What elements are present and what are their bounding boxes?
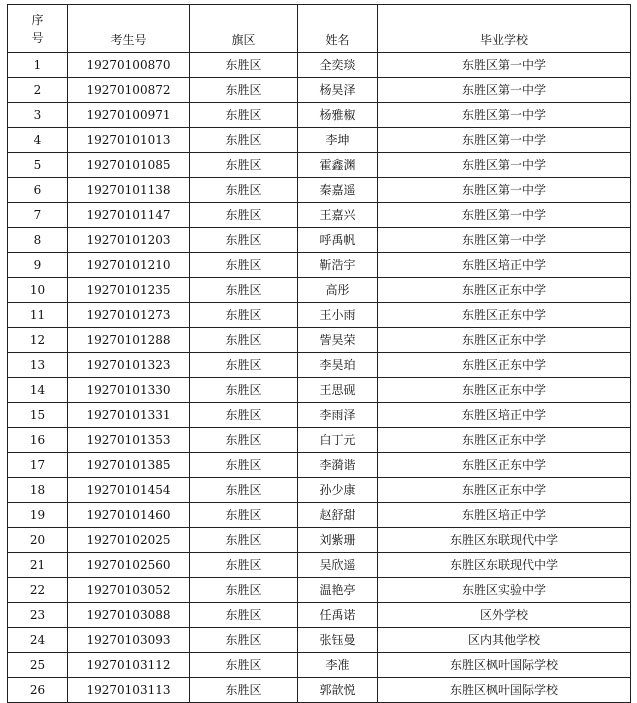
cell-name: 呼禹帆: [298, 228, 378, 253]
cell-exam-id: 19270101147: [68, 203, 190, 228]
cell-school: 东胜区东联现代中学: [378, 528, 631, 553]
cell-exam-id: 19270100971: [68, 103, 190, 128]
cell-seq: 23: [8, 603, 68, 628]
cell-district: 东胜区: [190, 428, 298, 453]
cell-school: 区外学校: [378, 603, 631, 628]
cell-exam-id: 19270101288: [68, 328, 190, 353]
cell-seq: 2: [8, 78, 68, 103]
cell-school: 东胜区第一中学: [378, 228, 631, 253]
cell-district: 东胜区: [190, 653, 298, 678]
cell-school: 东胜区培正中学: [378, 503, 631, 528]
cell-school: 东胜区枫叶国际学校: [378, 653, 631, 678]
cell-exam-id: 19270101138: [68, 178, 190, 203]
cell-seq: 11: [8, 303, 68, 328]
header-seq-top: 序: [31, 12, 44, 27]
table-row: [8, 503, 631, 528]
table-row: [8, 553, 631, 578]
table-row: [8, 628, 631, 653]
cell-exam-id: 19270101210: [68, 253, 190, 278]
cell-name: 李坤: [298, 128, 378, 153]
cell-school: 东胜区实验中学: [378, 578, 631, 603]
header-school: 毕业学校: [378, 5, 631, 53]
cell-school: 东胜区培正中学: [378, 253, 631, 278]
cell-exam-id: 19270101454: [68, 478, 190, 503]
cell-seq: 21: [8, 553, 68, 578]
cell-name: 王小雨: [298, 303, 378, 328]
cell-seq: 12: [8, 328, 68, 353]
cell-name: 全奕琰: [298, 53, 378, 78]
cell-name: 李准: [298, 653, 378, 678]
cell-exam-id: 19270101085: [68, 153, 190, 178]
table-body: [8, 53, 631, 703]
header-seq-bottom: 号: [31, 30, 44, 45]
cell-school: 东胜区正东中学: [378, 303, 631, 328]
cell-school: 东胜区第一中学: [378, 128, 631, 153]
cell-name: 李漪谐: [298, 453, 378, 478]
cell-seq: 10: [8, 278, 68, 303]
cell-school: 东胜区枫叶国际学校: [378, 678, 631, 703]
cell-district: 东胜区: [190, 178, 298, 203]
table-row: [8, 353, 631, 378]
cell-exam-id: 19270100870: [68, 53, 190, 78]
table-row: [8, 478, 631, 503]
cell-exam-id: 19270102560: [68, 553, 190, 578]
cell-school: 东胜区正东中学: [378, 353, 631, 378]
cell-name: 高彤: [298, 278, 378, 303]
cell-name: 秦嘉遥: [298, 178, 378, 203]
cell-name: 温艳亭: [298, 578, 378, 603]
table-row: [8, 578, 631, 603]
cell-name: 靳浩宇: [298, 253, 378, 278]
table-row: [8, 128, 631, 153]
cell-district: 东胜区: [190, 553, 298, 578]
cell-exam-id: 19270101013: [68, 128, 190, 153]
table-row: [8, 428, 631, 453]
cell-seq: 3: [8, 103, 68, 128]
cell-school: 东胜区第一中学: [378, 78, 631, 103]
cell-name: 白丁元: [298, 428, 378, 453]
cell-name: 孙少康: [298, 478, 378, 503]
cell-seq: 17: [8, 453, 68, 478]
table-row: [8, 178, 631, 203]
cell-seq: 24: [8, 628, 68, 653]
cell-district: 东胜区: [190, 378, 298, 403]
cell-school: 区内其他学校: [378, 628, 631, 653]
cell-district: 东胜区: [190, 128, 298, 153]
cell-seq: 18: [8, 478, 68, 503]
cell-seq: 20: [8, 528, 68, 553]
cell-name: 杨雅椒: [298, 103, 378, 128]
cell-district: 东胜区: [190, 453, 298, 478]
cell-seq: 13: [8, 353, 68, 378]
cell-district: 东胜区: [190, 353, 298, 378]
cell-district: 东胜区: [190, 78, 298, 103]
cell-district: 东胜区: [190, 103, 298, 128]
table-row: [8, 278, 631, 303]
cell-exam-id: 19270101203: [68, 228, 190, 253]
cell-name: 霍鑫渊: [298, 153, 378, 178]
table-row: [8, 328, 631, 353]
cell-exam-id: 19270101330: [68, 378, 190, 403]
cell-seq: 6: [8, 178, 68, 203]
cell-school: 东胜区第一中学: [378, 53, 631, 78]
cell-exam-id: 19270101353: [68, 428, 190, 453]
cell-exam-id: 19270100872: [68, 78, 190, 103]
cell-exam-id: 19270101331: [68, 403, 190, 428]
cell-seq: 1: [8, 53, 68, 78]
table-row: [8, 603, 631, 628]
cell-name: 赵舒甜: [298, 503, 378, 528]
cell-district: 东胜区: [190, 503, 298, 528]
cell-school: 东胜区正东中学: [378, 328, 631, 353]
header-name: 姓名: [298, 5, 378, 53]
table-row: [8, 653, 631, 678]
cell-name: 刘紫珊: [298, 528, 378, 553]
cell-school: 东胜区正东中学: [378, 453, 631, 478]
cell-seq: 16: [8, 428, 68, 453]
cell-name: 王嘉兴: [298, 203, 378, 228]
cell-school: 东胜区第一中学: [378, 178, 631, 203]
table-row: [8, 528, 631, 553]
cell-name: 任禹诺: [298, 603, 378, 628]
cell-district: 东胜区: [190, 303, 298, 328]
header-seq: [8, 5, 68, 53]
cell-exam-id: 19270102025: [68, 528, 190, 553]
cell-exam-id: 19270103113: [68, 678, 190, 703]
table-row: [8, 253, 631, 278]
table-row: [8, 103, 631, 128]
table-row: [8, 53, 631, 78]
cell-school: 东胜区正东中学: [378, 278, 631, 303]
table-row: [8, 78, 631, 103]
cell-district: 东胜区: [190, 53, 298, 78]
cell-exam-id: 19270101385: [68, 453, 190, 478]
cell-name: 吴欣遥: [298, 553, 378, 578]
table-row: [8, 453, 631, 478]
cell-name: 李昊珀: [298, 353, 378, 378]
cell-name: 訾昊荣: [298, 328, 378, 353]
cell-name: 杨昊泽: [298, 78, 378, 103]
cell-exam-id: 19270103112: [68, 653, 190, 678]
table-row: [8, 303, 631, 328]
cell-school: 东胜区正东中学: [378, 428, 631, 453]
cell-seq: 22: [8, 578, 68, 603]
header-row: [8, 5, 631, 53]
cell-district: 东胜区: [190, 528, 298, 553]
table-row: [8, 378, 631, 403]
cell-exam-id: 19270101235: [68, 278, 190, 303]
cell-school: 东胜区正东中学: [378, 478, 631, 503]
cell-district: 东胜区: [190, 403, 298, 428]
table-row: [8, 203, 631, 228]
cell-school: 东胜区培正中学: [378, 403, 631, 428]
cell-school: 东胜区正东中学: [378, 378, 631, 403]
cell-district: 东胜区: [190, 578, 298, 603]
cell-school: 东胜区第一中学: [378, 203, 631, 228]
cell-seq: 4: [8, 128, 68, 153]
table-row: [8, 403, 631, 428]
cell-seq: 8: [8, 228, 68, 253]
cell-name: 李雨泽: [298, 403, 378, 428]
cell-school: 东胜区第一中学: [378, 103, 631, 128]
cell-district: 东胜区: [190, 228, 298, 253]
cell-seq: 9: [8, 253, 68, 278]
cell-district: 东胜区: [190, 203, 298, 228]
cell-district: 东胜区: [190, 153, 298, 178]
cell-exam-id: 19270101323: [68, 353, 190, 378]
header-exam-id: 考生号: [68, 5, 190, 53]
cell-school: 东胜区第一中学: [378, 153, 631, 178]
cell-name: 郭歆悦: [298, 678, 378, 703]
cell-seq: 7: [8, 203, 68, 228]
cell-seq: 5: [8, 153, 68, 178]
cell-district: 东胜区: [190, 603, 298, 628]
cell-district: 东胜区: [190, 478, 298, 503]
cell-district: 东胜区: [190, 628, 298, 653]
cell-exam-id: 19270103093: [68, 628, 190, 653]
admission-list-table: [7, 4, 631, 703]
cell-exam-id: 19270103088: [68, 603, 190, 628]
cell-district: 东胜区: [190, 678, 298, 703]
cell-seq: 26: [8, 678, 68, 703]
cell-exam-id: 19270101460: [68, 503, 190, 528]
table-row: [8, 228, 631, 253]
cell-seq: 19: [8, 503, 68, 528]
cell-district: 东胜区: [190, 278, 298, 303]
cell-district: 东胜区: [190, 253, 298, 278]
table-row: [8, 153, 631, 178]
cell-district: 东胜区: [190, 328, 298, 353]
cell-exam-id: 19270101273: [68, 303, 190, 328]
header-district: 旗区: [190, 5, 298, 53]
cell-school: 东胜区东联现代中学: [378, 553, 631, 578]
cell-seq: 14: [8, 378, 68, 403]
table-header: [8, 5, 631, 53]
cell-exam-id: 19270103052: [68, 578, 190, 603]
cell-name: 王思砚: [298, 378, 378, 403]
cell-seq: 25: [8, 653, 68, 678]
cell-name: 张钰曼: [298, 628, 378, 653]
cell-seq: 15: [8, 403, 68, 428]
